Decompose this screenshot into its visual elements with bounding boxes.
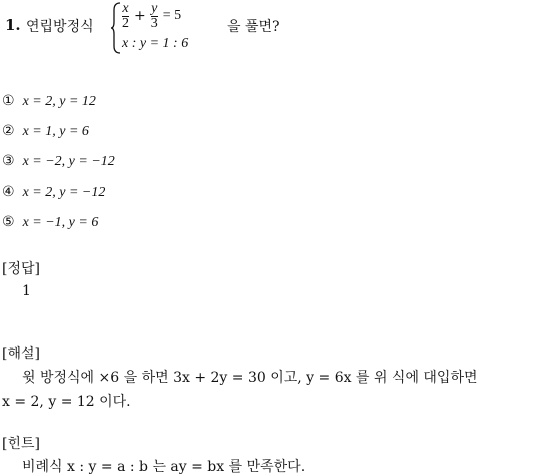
fraction-numerator: x	[122, 0, 129, 16]
equation-rhs: = 5	[162, 8, 182, 23]
hint-line-1: 비례식 x : y = a : b 는 ay = bx 를 만족한다.	[22, 459, 306, 475]
choice-marker: ⑤	[2, 214, 15, 230]
choice-marker: ②	[2, 123, 15, 139]
choice-2[interactable]	[2, 123, 89, 140]
fraction-x-over-2	[122, 2, 129, 31]
explanation-label: [해설]	[2, 346, 40, 362]
question-number: 1.	[5, 16, 21, 34]
choice-marker: ③	[2, 153, 15, 169]
fraction-y-over-3	[151, 2, 158, 31]
choice-5[interactable]	[2, 214, 98, 231]
choice-text: x = −1, y = 6	[22, 215, 99, 230]
explanation-line-1: 윗 방정식에 ×6 을 하면 3x + 2y = 30 이고, y = 6x 를 위 식에 대입하면	[22, 370, 478, 386]
choice-3[interactable]	[2, 153, 115, 170]
choice-text: x = 2, y = −12	[22, 185, 106, 200]
question-suffix: 을 풀면?	[227, 19, 280, 35]
system-brace	[110, 2, 122, 54]
choice-marker: ①	[2, 93, 15, 109]
equation-2: x : y = 1 : 6	[122, 36, 189, 51]
hint-label: [힌트]	[2, 436, 40, 452]
choice-marker: ④	[2, 184, 15, 200]
choice-1[interactable]	[2, 93, 96, 110]
fraction-denominator: 3	[150, 15, 158, 31]
explanation-line-2: x = 2, y = 12 이다.	[2, 394, 131, 410]
choice-4[interactable]	[2, 184, 105, 201]
choice-text: x = 2, y = 12	[22, 94, 96, 109]
question-prefix: 연립방정식	[26, 19, 94, 35]
choice-text: x = 1, y = 6	[22, 124, 89, 139]
answer-label: [정답]	[2, 261, 40, 277]
answer-value: 1	[22, 283, 31, 299]
fraction-numerator: y	[151, 0, 158, 16]
plus-sign: +	[134, 8, 146, 24]
choice-text: x = −2, y = −12	[22, 154, 115, 169]
fraction-denominator: 2	[122, 15, 129, 31]
equation-1	[122, 0, 181, 32]
